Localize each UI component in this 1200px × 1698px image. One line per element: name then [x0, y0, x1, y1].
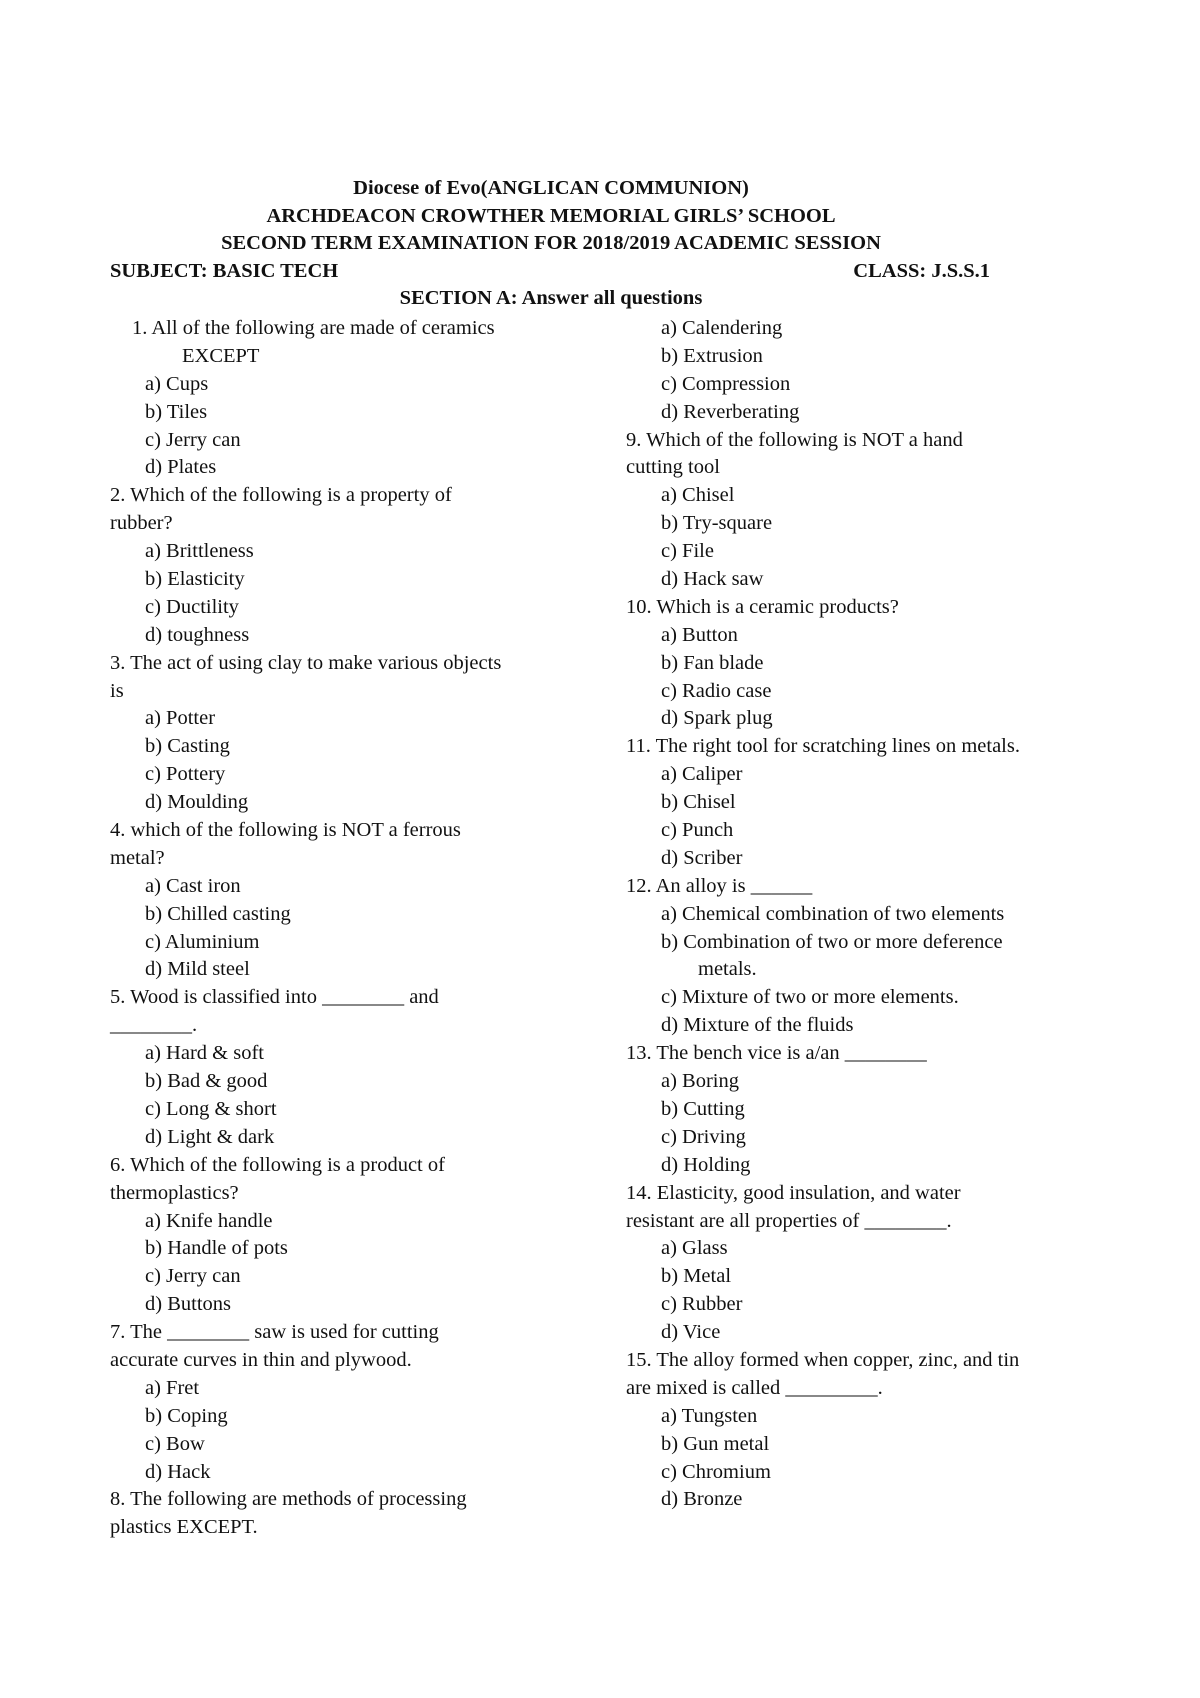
question-text: 10. Which is a ceramic products?	[626, 595, 899, 618]
answer-option: c) Chromium	[661, 1460, 771, 1483]
answer-option: c) File	[661, 540, 714, 563]
answer-option: c) Mixture of two or more elements.	[661, 986, 959, 1009]
answer-option: c) Bow	[145, 1432, 205, 1455]
answer-option: c) Ductility	[145, 595, 239, 618]
question-text: metal?	[110, 846, 165, 869]
right-question-column	[626, 315, 1106, 1514]
answer-option: a) Brittleness	[145, 540, 254, 563]
answer-option: c) Aluminium	[145, 930, 260, 953]
question-text: resistant are all properties of ________.	[626, 1209, 952, 1232]
answer-option: a) Button	[661, 623, 738, 646]
question-text: 15. The alloy formed when copper, zinc, and tin	[626, 1348, 1020, 1371]
question-text: metals.	[698, 958, 757, 981]
answer-option: a) Knife handle	[145, 1209, 273, 1232]
question-text: EXCEPT	[182, 344, 260, 367]
answer-option: d) Moulding	[145, 791, 249, 814]
question-text: 14. Elasticity, good insulation, and water	[626, 1181, 961, 1204]
answer-option: d) Mixture of the fluids	[661, 1014, 854, 1037]
answer-option: c) Jerry can	[145, 1265, 241, 1288]
answer-option: d) Holding	[661, 1153, 751, 1176]
question-text: are mixed is called _________.	[626, 1376, 883, 1399]
question-text: cutting tool	[626, 456, 720, 479]
answer-option: d) Reverberating	[661, 400, 800, 423]
answer-option: b) Handle of pots	[145, 1237, 288, 1260]
answer-option: b) Combination of two or more deference	[661, 930, 1003, 953]
school-name: ARCHDEACON CROWTHER MEMORIAL GIRLS’ SCHOOL	[266, 204, 836, 227]
answer-option: d) Plates	[145, 456, 217, 479]
answer-option: b) Metal	[661, 1265, 732, 1288]
answer-option: d) Scriber	[661, 846, 743, 869]
answer-option: d) Spark plug	[661, 707, 773, 730]
answer-option: c) Punch	[661, 819, 734, 842]
answer-option: a) Fret	[145, 1376, 200, 1399]
diocese-line: Diocese of Evo(ANGLICAN COMMUNION)	[353, 177, 749, 199]
question-text: is	[110, 679, 124, 702]
question-text: rubber?	[110, 512, 173, 535]
answer-option: a) Cups	[145, 372, 209, 395]
answer-option: a) Calendering	[661, 317, 783, 339]
answer-option: c) Driving	[661, 1125, 746, 1148]
answer-option: b) Elasticity	[145, 568, 245, 591]
exam-title: SECOND TERM EXAMINATION FOR 2018/2019 ACADEMIC SESSION	[221, 232, 881, 254]
answer-option: d) toughness	[145, 623, 250, 646]
answer-option: b) Bad & good	[145, 1070, 268, 1093]
answer-option: d) Light & dark	[145, 1125, 275, 1148]
question-text: 7. The ________ saw is used for cutting	[110, 1321, 439, 1344]
answer-option: c) Rubber	[661, 1293, 743, 1316]
answer-option: c) Compression	[661, 372, 791, 395]
question-text: plastics EXCEPT.	[110, 1516, 258, 1539]
question-text: 13. The bench vice is a/an ________	[626, 1042, 927, 1065]
answer-option: d) Bronze	[661, 1488, 743, 1511]
question-text: 5. Wood is classified into ________ and	[110, 986, 439, 1009]
answer-option: a) Chisel	[661, 484, 735, 507]
answer-option: b) Coping	[145, 1404, 228, 1427]
answer-option: b) Casting	[145, 735, 230, 758]
answer-option: c) Long & short	[145, 1097, 277, 1120]
answer-option: b) Chilled casting	[145, 902, 291, 925]
section-heading: SECTION A: Answer all questions	[399, 287, 703, 309]
answer-option: a) Hard & soft	[145, 1042, 264, 1065]
question-text: thermoplastics?	[110, 1181, 239, 1204]
answer-option: d) Vice	[661, 1321, 721, 1344]
answer-option: b) Tiles	[145, 400, 208, 423]
question-text: ________.	[110, 1014, 198, 1037]
question-text: 1. All of the following are made of ceramics	[132, 317, 495, 339]
answer-option: b) Gun metal	[661, 1432, 770, 1455]
answer-option: a) Cast iron	[145, 874, 241, 897]
answer-option: d) Buttons	[145, 1293, 231, 1316]
question-text: 11. The right tool for scratching lines on metals.	[626, 735, 1020, 758]
answer-option: b) Try-square	[661, 512, 773, 535]
answer-option: d) Mild steel	[145, 958, 250, 981]
question-text: 9. Which of the following is NOT a hand	[626, 428, 963, 451]
answer-option: d) Hack	[145, 1460, 211, 1483]
answer-option: a) Chemical combination of two elements	[661, 902, 1005, 925]
subject-class-row	[110, 258, 992, 286]
answer-option: c) Radio case	[661, 679, 772, 702]
class-label: CLASS: J.S.S.1	[853, 259, 990, 282]
left-question-column	[110, 315, 590, 1542]
question-text: 2. Which of the following is a property of	[110, 484, 452, 507]
answer-option: a) Tungsten	[661, 1404, 758, 1427]
answer-option: a) Boring	[661, 1070, 739, 1093]
answer-option: a) Caliper	[661, 763, 743, 786]
question-text: 12. An alloy is ______	[626, 874, 813, 897]
answer-option: a) Glass	[661, 1237, 728, 1260]
question-text: 8. The following are methods of processing	[110, 1488, 467, 1511]
answer-option: b) Cutting	[661, 1097, 745, 1120]
question-text: 4. which of the following is NOT a ferrous	[110, 819, 461, 842]
answer-option: b) Extrusion	[661, 344, 763, 367]
answer-option: d) Hack saw	[661, 568, 764, 591]
answer-option: c) Pottery	[145, 763, 226, 786]
exam-header	[110, 175, 992, 313]
answer-option: c) Jerry can	[145, 428, 241, 451]
question-text: 3. The act of using clay to make various objects	[110, 651, 502, 674]
answer-option: b) Fan blade	[661, 651, 764, 674]
answer-option: a) Potter	[145, 707, 216, 730]
subject-label: SUBJECT: BASIC TECH	[110, 259, 339, 282]
answer-option: b) Chisel	[661, 791, 736, 814]
question-text: accurate curves in thin and plywood.	[110, 1348, 412, 1371]
question-text: 6. Which of the following is a product of	[110, 1153, 445, 1176]
